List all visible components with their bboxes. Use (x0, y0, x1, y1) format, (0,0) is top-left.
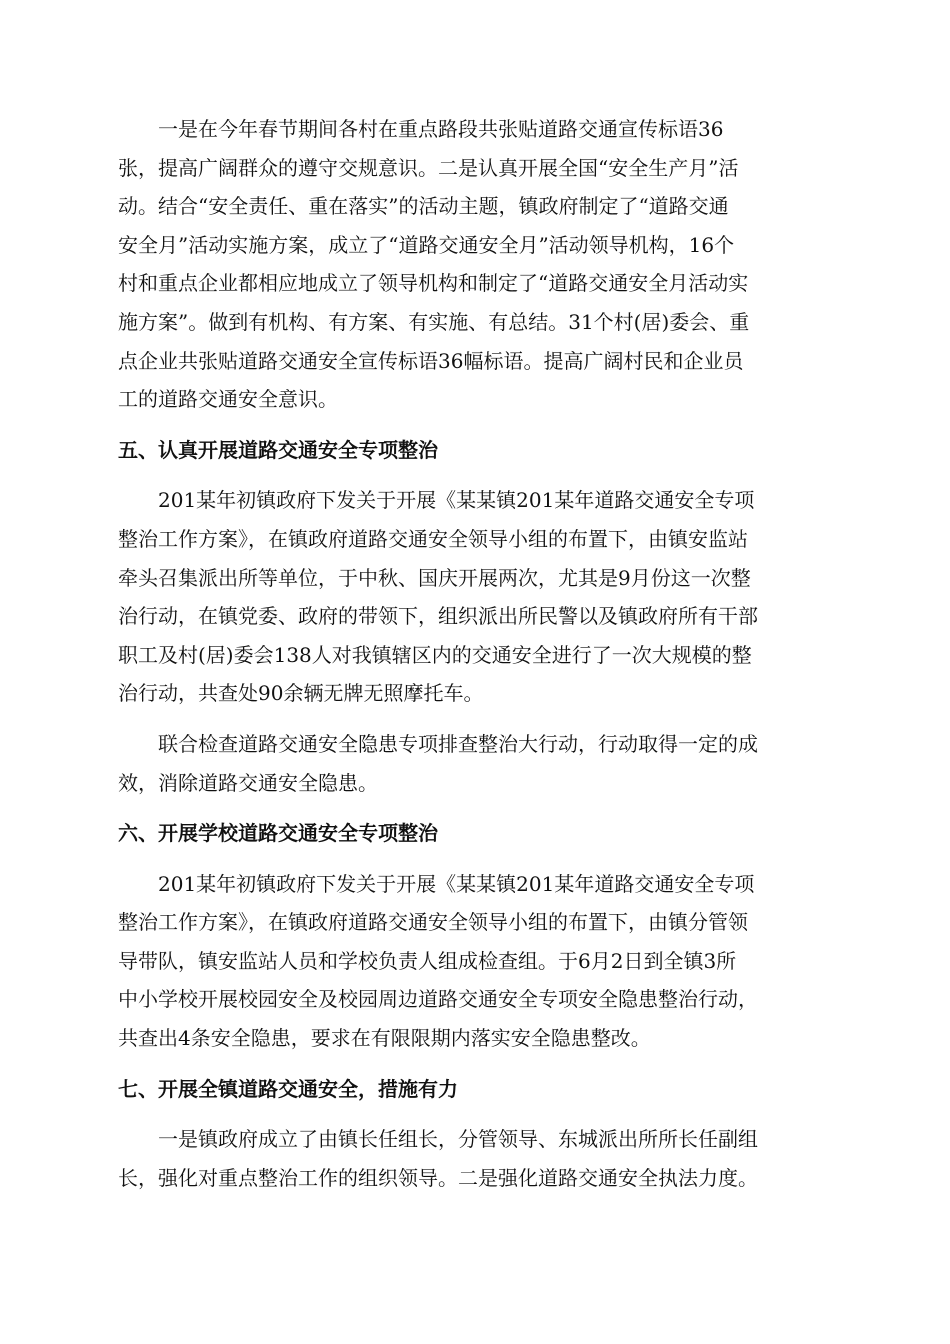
paragraph-special-rectification: 201某年初镇政府下发关于开展《某某镇201某年道路交通安全专项 整治工作方案》，在镇政府道路交通安全领导小组的布置下，由镇安监站 牵头召集派出所等单位，于中秋、国庆开展两次，尤其是9月份这一次整 治行动，在镇党委、政府的带领下，组织派出所民警以及镇政府所有干部 职工及村(居)委会138人对我镇辖区内的交通安全进行了一次大规模的整 治行动，共查处90余辆无牌无照摩托车。 (118, 488, 758, 706)
paragraph-town-measures: 一是镇政府成立了由镇长任组长，分管领导、东城派出所所长任副组 长，强化对重点整治工作的组织领导。二是强化道路交通安全执法力度。 (118, 1127, 758, 1190)
paragraph-joint-inspection: 联合检查道路交通安全隐患专项排查整治大行动，行动取得一定的成 效，消除道路交通安全隐患。 (118, 731, 758, 795)
paragraph-publicity: 一是在今年春节期间各村在重点路段共张贴道路交通宣传标语36 张，提高广阔群众的遵守交规意识。二是认真开展全国“安全生产月”活 动。结合“安全责任、重在落实”的活动主题，镇政府制定了“道路交通 安全月”活动实施方案，成立了“道路交通安全月”活动领导机构，16个 村和重点企业都相应地成立了领导机构和制定了“道路交通安全月活动实 施方案”。做到有机构、有方案、有实施、有总结。31个村(居)委会、重 点企业共张贴道路交通安全宣传标语36幅标语。提高广阔村民和企业员 工的道路交通安全意识。 (118, 117, 750, 412)
document-body (118, 110, 834, 1209)
section-heading-7: 七、开展全镇道路交通安全，措施有力 (118, 1076, 458, 1101)
section-heading-6: 六、开展学校道路交通安全专项整治 (118, 821, 438, 846)
paragraph-school-rectification: 201某年初镇政府下发关于开展《某某镇201某年道路交通安全专项 整治工作方案》，在镇政府道路交通安全领导小组的布置下，由镇分管领 导带队，镇安监站人员和学校负责人组成检查组。于6月2日到全镇3所 中小学校开展校园安全及校园周边道路交通安全专项安全隐患整治行动， 共查出4条安全隐患，要求在有限限期内落实安全隐患整改。 (118, 871, 758, 1051)
section-heading-5: 五、认真开展道路交通安全专项整治 (118, 437, 438, 462)
